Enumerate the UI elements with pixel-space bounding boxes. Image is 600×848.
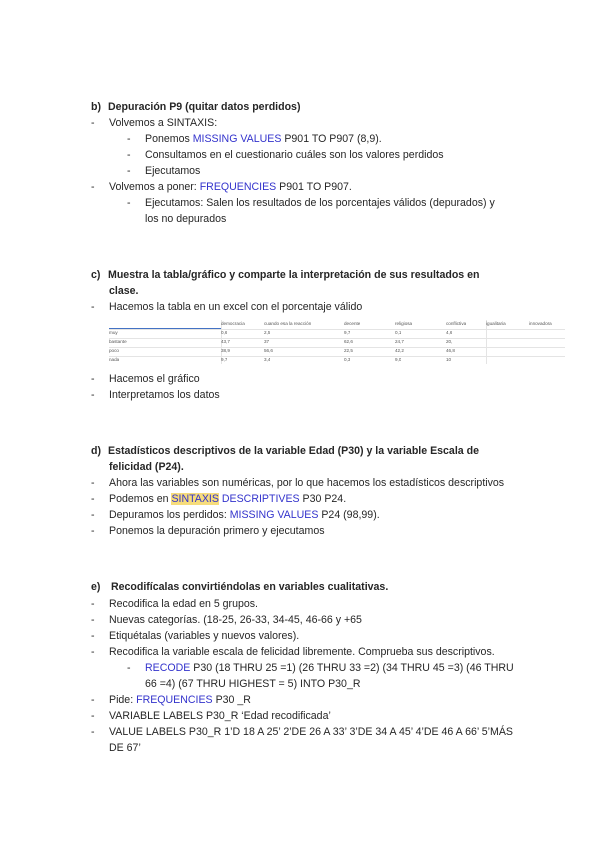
table-cell: 4,6	[446, 330, 453, 335]
section-e-heading	[91, 580, 388, 594]
bullet-dash: -	[127, 149, 131, 161]
bullet-dash: -	[127, 197, 131, 209]
section-b-sub-2: Consultamos en el cuestionario cuáles son los valores perdidos	[145, 149, 444, 161]
bullet-dash: -	[91, 493, 95, 505]
table-cell: 46,8	[446, 348, 455, 353]
table-cell: 9,0	[395, 357, 402, 362]
table-cell: 42,2	[395, 348, 404, 353]
section-e-item-2: Nuevas categorías. (18-25, 26-33, 34-45, 46-66 y +65	[109, 614, 362, 626]
table-header-cell: religiosa	[395, 321, 413, 326]
text: Ponemos	[145, 133, 193, 145]
text: P901 TO P907.	[276, 181, 352, 193]
keyword: RECODE	[145, 662, 191, 674]
table-row	[109, 356, 565, 365]
section-e-item-6: VARIABLE LABELS P30_R ‘Edad recodificada’	[109, 710, 331, 722]
section-e-item-5	[109, 693, 251, 707]
table-cell: 0,6	[221, 330, 228, 335]
table-cell: 24,7	[395, 339, 404, 344]
bullet-dash: -	[91, 509, 95, 521]
table-cell: 2,5	[264, 330, 271, 335]
section-e-sub-1b: 66 =4) (67 THRU HIGHEST = 5) INTO P30_R	[145, 678, 361, 690]
section-b-sub-1	[145, 132, 382, 146]
section-b-title: Depuración P9 (quitar datos perdidos)	[108, 101, 301, 113]
table-row-label: poco	[109, 348, 119, 353]
text: Volvemos a poner:	[109, 181, 200, 193]
table-header-cell: democracia	[221, 321, 245, 326]
section-c-item-1: Hacemos la tabla en un excel con el porcentaje válido	[109, 301, 363, 313]
bullet-dash: -	[91, 726, 95, 738]
text: Pide:	[109, 694, 137, 706]
table-cell: 62,6	[344, 339, 353, 344]
table-cell: 10	[446, 357, 452, 362]
table-cell: 56,6	[264, 348, 273, 353]
highlighted-keyword: SINTAXIS	[171, 493, 219, 505]
section-d-title-cont: felicidad (P24).	[109, 461, 184, 473]
table-cell: 20,	[446, 339, 453, 344]
section-e-item-7b: DE 67’	[109, 742, 141, 754]
bullet-dash: -	[127, 165, 131, 177]
section-b-item-1: Volvemos a SINTAXIS:	[109, 117, 218, 129]
section-e-item-4: Recodifica la variable escala de felicidad libremente. Comprueba sus descriptivos.	[109, 646, 495, 658]
text: P24 (98,99).	[318, 509, 380, 521]
section-b-item-2	[109, 180, 352, 194]
section-d-title: Estadísticos descriptivos de la variable Edad (P30) y la variable Escala de	[108, 445, 479, 457]
bullet-dash: -	[91, 630, 95, 642]
table-row-label: nada	[109, 357, 120, 362]
bullet-dash: -	[91, 614, 95, 626]
section-d-item-4: Ponemos la depuración primero y ejecutamos	[109, 525, 325, 537]
bullet-dash: -	[91, 181, 95, 193]
table-header-cell: innovadora	[529, 321, 552, 326]
text: P30 (18 THRU 25 =1) (26 THRU 33 =2) (34 THRU 45 =3) (46 THRU	[190, 662, 514, 674]
section-b-sub-4a: Ejecutamos: Salen los resultados de los porcentajes válidos (depurados) y	[145, 197, 495, 209]
bullet-dash: -	[91, 477, 95, 489]
table-row-label: muy	[109, 330, 118, 335]
bullet-dash: -	[91, 373, 95, 385]
section-c-title-cont: clase.	[109, 285, 139, 297]
table-cell: 3,4	[264, 357, 271, 362]
section-c-title: Muestra la tabla/gráfico y comparte la interpretación de sus resultados en	[108, 269, 480, 281]
keyword: DESCRIPTIVES	[221, 493, 300, 505]
bullet-dash: -	[127, 662, 131, 674]
section-b-sub-4b: los no depurados	[145, 213, 227, 225]
section-c-label: c)	[91, 269, 101, 281]
bullet-dash: -	[91, 301, 95, 313]
section-d-label: d)	[91, 445, 101, 457]
bullet-dash: -	[91, 710, 95, 722]
keyword: FREQUENCIES	[136, 694, 213, 706]
text: P30 _R	[212, 694, 251, 706]
bullet-dash: -	[91, 694, 95, 706]
table-cell: 0,1	[395, 330, 402, 335]
section-d-item-1: Ahora las variables son numéricas, por lo que hacemos los estadísticos descriptivos	[109, 477, 505, 489]
keyword: FREQUENCIES	[199, 181, 277, 193]
section-c-heading	[91, 268, 480, 282]
text: P30 P24.	[299, 493, 347, 505]
section-e-label: e)	[91, 581, 101, 593]
table-cell: 22,5	[344, 348, 353, 353]
bullet-dash: -	[91, 525, 95, 537]
section-c-item-3: Interpretamos los datos	[109, 389, 220, 401]
section-d-item-2	[109, 492, 346, 506]
section-e-item-1: Recodifica la edad en 5 grupos.	[109, 598, 259, 610]
section-d-item-3	[109, 508, 380, 522]
section-e-item-3: Etiquétalas (variables y nuevos valores).	[109, 630, 300, 642]
bullet-dash: -	[91, 646, 95, 658]
table-row-label: bastante	[109, 339, 127, 344]
table-cell: 0,3	[344, 357, 351, 362]
text: P901 TO P907 (8,9).	[281, 133, 382, 145]
keyword: MISSING VALUES	[229, 509, 319, 521]
table-cell: 37	[264, 339, 270, 344]
table-header-cell: igualitaria	[486, 321, 506, 326]
section-e-item-7a: VALUE LABELS P30_R 1’D 18 A 25’ 2’DE 26 A 33’ 3’DE 34 A 45’ 4’DE 46 A 66’ 5’MÁS	[109, 726, 513, 738]
section-e-title: Recodifícalas convirtiéndolas en variables cualitativas.	[108, 581, 389, 593]
table-cell: 43,7	[221, 339, 230, 344]
table-cell: 9,7	[221, 357, 228, 362]
section-e-sub-1a	[145, 661, 514, 675]
keyword: MISSING VALUES	[192, 133, 282, 145]
section-d-heading	[91, 444, 479, 458]
table-header-cell: conflictiva	[446, 321, 467, 326]
table-cell: 38,9	[221, 348, 230, 353]
table-header-cell: cuando esa la reacción	[264, 321, 312, 326]
section-b-sub-3: Ejecutamos	[145, 165, 201, 177]
bullet-dash: -	[127, 133, 131, 145]
section-b-heading	[91, 100, 300, 114]
bullet-dash: -	[91, 117, 95, 129]
text: Depuramos los perdidos:	[109, 509, 230, 521]
table-cell: 9,7	[344, 330, 351, 335]
section-c-item-2: Hacemos el gráfico	[109, 373, 200, 385]
text: Podemos en	[109, 493, 172, 505]
table-header-cell: decente	[344, 321, 361, 326]
section-b-label: b)	[91, 101, 101, 113]
bullet-dash: -	[91, 389, 95, 401]
bullet-dash: -	[91, 598, 95, 610]
